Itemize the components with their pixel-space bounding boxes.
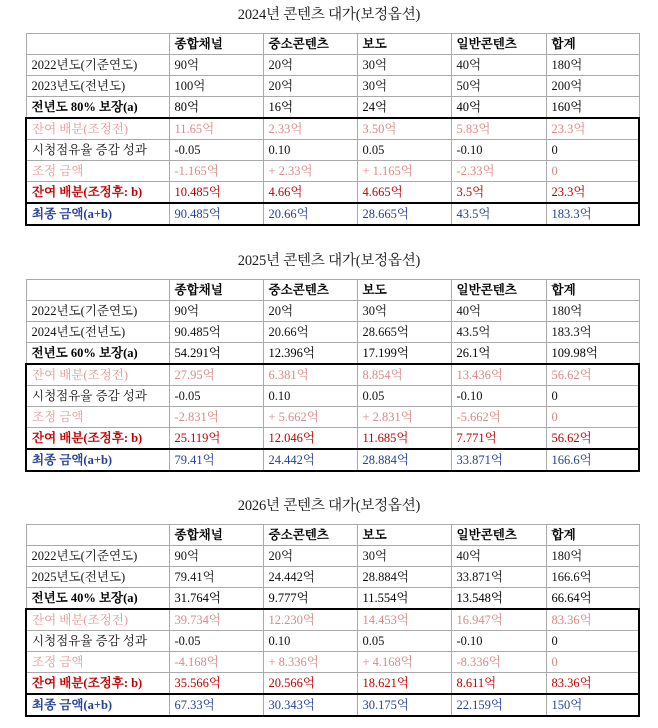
row-value: 17.199억 xyxy=(357,343,451,365)
row-value: 90억 xyxy=(169,55,263,76)
row-value: + 2.33억 xyxy=(263,161,357,182)
row-value: 30억 xyxy=(357,55,451,76)
row-value: 166.6억 xyxy=(546,567,639,588)
row-value: 109.98억 xyxy=(546,343,639,365)
table-row xyxy=(26,588,639,610)
row-value: 20억 xyxy=(263,546,357,567)
row-value: 23.3억 xyxy=(546,182,639,204)
row-value: -5.662억 xyxy=(451,407,546,428)
row-label: 최종 금액(a+b) xyxy=(26,203,169,225)
row-label: 전년도 60% 보장(a) xyxy=(26,343,169,365)
header-cell-label xyxy=(26,34,169,55)
row-value: 14.453억 xyxy=(357,609,451,631)
row-value: 54.291억 xyxy=(169,343,263,365)
row-value: 0.10 xyxy=(263,140,357,161)
row-value: -0.10 xyxy=(451,386,546,407)
row-value: 11.65억 xyxy=(169,118,263,140)
row-value: 20.66억 xyxy=(263,322,357,343)
row-value: 0.05 xyxy=(357,140,451,161)
row-value: -8.336억 xyxy=(451,652,546,673)
row-value: 90.485억 xyxy=(169,203,263,225)
row-label: 2023년도(전년도) xyxy=(26,76,169,97)
row-value: 180억 xyxy=(546,55,639,76)
row-value: 20.66억 xyxy=(263,203,357,225)
table-body xyxy=(26,546,639,717)
row-value: 83.36억 xyxy=(546,609,639,631)
row-value: 4.66억 xyxy=(263,182,357,204)
row-value: 8.611억 xyxy=(451,673,546,695)
table-header xyxy=(26,525,639,546)
row-label: 시청점유율 증감 성과 xyxy=(26,631,169,652)
row-value: 0.05 xyxy=(357,386,451,407)
row-value: 16억 xyxy=(263,97,357,119)
header-cell-5: 합계 xyxy=(546,34,639,55)
header-cell-label xyxy=(26,525,169,546)
row-label: 잔여 배분(조정후: b) xyxy=(26,428,169,450)
row-label: 2024년도(전년도) xyxy=(26,322,169,343)
row-value: 40억 xyxy=(451,55,546,76)
row-label: 2022년도(기준연도) xyxy=(26,546,169,567)
row-value: 0 xyxy=(546,386,639,407)
row-value: 24억 xyxy=(357,97,451,119)
row-label: 잔여 배분(조정후: b) xyxy=(26,673,169,695)
row-label: 최종 금액(a+b) xyxy=(26,449,169,471)
table-row xyxy=(26,609,639,631)
row-value: 16.947억 xyxy=(451,609,546,631)
row-value: 35.566억 xyxy=(169,673,263,695)
header-row xyxy=(26,525,639,546)
row-value: 20.566억 xyxy=(263,673,357,695)
row-value: 2.33억 xyxy=(263,118,357,140)
row-value: 0.05 xyxy=(357,631,451,652)
table-row-total xyxy=(26,694,639,716)
row-value: 40억 xyxy=(451,97,546,119)
row-value: 23.3억 xyxy=(546,118,639,140)
row-value: 28.665억 xyxy=(357,322,451,343)
row-value: 160억 xyxy=(546,97,639,119)
header-cell-2: 중소콘텐츠 xyxy=(263,34,357,55)
row-value: 0 xyxy=(546,140,639,161)
row-value: 30.343억 xyxy=(263,694,357,716)
row-value: 56.62억 xyxy=(546,364,639,386)
row-value: 28.884억 xyxy=(357,567,451,588)
row-value: 0 xyxy=(546,161,639,182)
header-cell-5: 합계 xyxy=(546,525,639,546)
header-cell-2: 중소콘텐츠 xyxy=(263,280,357,301)
table-block-2026 xyxy=(0,497,658,717)
table-row xyxy=(26,161,639,182)
table-row xyxy=(26,546,639,567)
table-title: 2024년 콘텐츠 대가(보정옵션) xyxy=(237,7,421,23)
row-value: 13.548억 xyxy=(451,588,546,610)
header-row xyxy=(26,280,639,301)
header-cell-4: 일반콘텐츠 xyxy=(451,280,546,301)
row-label: 시청점유율 증감 성과 xyxy=(26,386,169,407)
table-row xyxy=(26,407,639,428)
table-row xyxy=(26,140,639,161)
table-row xyxy=(26,55,639,76)
row-value: 3.50억 xyxy=(357,118,451,140)
table-row xyxy=(26,364,639,386)
row-value: 28.665억 xyxy=(357,203,451,225)
row-value: 33.871억 xyxy=(451,567,546,588)
row-value: 150억 xyxy=(546,694,639,716)
row-value: + 4.168억 xyxy=(357,652,451,673)
row-value: + 1.165억 xyxy=(357,161,451,182)
row-value: 24.442억 xyxy=(263,449,357,471)
row-label: 시청점유율 증감 성과 xyxy=(26,140,169,161)
row-value: 24.442억 xyxy=(263,567,357,588)
row-value: 26.1억 xyxy=(451,343,546,365)
row-value: 166.6억 xyxy=(546,449,639,471)
row-value: 13.436억 xyxy=(451,364,546,386)
row-label: 조정 금액 xyxy=(26,161,169,182)
row-value: 8.854억 xyxy=(357,364,451,386)
content-fee-table-2024 xyxy=(25,33,640,226)
row-value: 11.554억 xyxy=(357,588,451,610)
row-value: 200억 xyxy=(546,76,639,97)
row-value: 0.10 xyxy=(263,386,357,407)
content-fee-table-2026 xyxy=(25,524,640,717)
row-label: 잔여 배분(조정전) xyxy=(26,609,169,631)
header-cell-1: 종합채널 xyxy=(169,34,263,55)
row-value: + 5.662억 xyxy=(263,407,357,428)
row-label: 2022년도(기준연도) xyxy=(26,55,169,76)
row-label: 잔여 배분(조정전) xyxy=(26,118,169,140)
table-row xyxy=(26,631,639,652)
table-row xyxy=(26,428,639,450)
row-value: 9.777억 xyxy=(263,588,357,610)
row-value: 66.64억 xyxy=(546,588,639,610)
row-label: 전년도 80% 보장(a) xyxy=(26,97,169,119)
header-cell-1: 종합채널 xyxy=(169,280,263,301)
row-label: 2025년도(전년도) xyxy=(26,567,169,588)
row-value: 90억 xyxy=(169,546,263,567)
table-row xyxy=(26,652,639,673)
row-value: 67.33억 xyxy=(169,694,263,716)
row-value: 0 xyxy=(546,407,639,428)
row-value: 43.5억 xyxy=(451,322,546,343)
table-row xyxy=(26,301,639,322)
row-value: 90억 xyxy=(169,301,263,322)
table-row xyxy=(26,182,639,204)
table-body xyxy=(26,55,639,226)
row-value: 43.5억 xyxy=(451,203,546,225)
row-value: 0.10 xyxy=(263,631,357,652)
header-row xyxy=(26,34,639,55)
row-value: 28.884억 xyxy=(357,449,451,471)
table-row xyxy=(26,97,639,119)
row-value: 79.41억 xyxy=(169,449,263,471)
row-value: 183.3억 xyxy=(546,322,639,343)
row-value: -2.831억 xyxy=(169,407,263,428)
row-value: 20억 xyxy=(263,76,357,97)
row-value: 7.771억 xyxy=(451,428,546,450)
row-value: 10.485억 xyxy=(169,182,263,204)
row-value: 180억 xyxy=(546,546,639,567)
table-block-2025 xyxy=(0,252,658,472)
row-value: 12.396억 xyxy=(263,343,357,365)
row-value: 79.41억 xyxy=(169,567,263,588)
header-cell-4: 일반콘텐츠 xyxy=(451,34,546,55)
table-body xyxy=(26,301,639,472)
row-value: -2.33억 xyxy=(451,161,546,182)
table-row xyxy=(26,118,639,140)
header-cell-3: 보도 xyxy=(357,34,451,55)
row-value: 5.83억 xyxy=(451,118,546,140)
row-value: 18.621억 xyxy=(357,673,451,695)
header-cell-5: 합계 xyxy=(546,280,639,301)
row-value: 25.119억 xyxy=(169,428,263,450)
row-value: 100억 xyxy=(169,76,263,97)
table-title: 2025년 콘텐츠 대가(보정옵션) xyxy=(237,253,421,269)
table-row xyxy=(26,76,639,97)
row-label: 조정 금액 xyxy=(26,652,169,673)
row-value: 20억 xyxy=(263,301,357,322)
row-value: 12.230억 xyxy=(263,609,357,631)
row-value: 30억 xyxy=(357,76,451,97)
row-value: 12.046억 xyxy=(263,428,357,450)
row-value: 6.381억 xyxy=(263,364,357,386)
header-cell-4: 일반콘텐츠 xyxy=(451,525,546,546)
row-label: 전년도 40% 보장(a) xyxy=(26,588,169,610)
row-label: 2022년도(기준연도) xyxy=(26,301,169,322)
table-row xyxy=(26,386,639,407)
row-value: -1.165억 xyxy=(169,161,263,182)
header-cell-label xyxy=(26,280,169,301)
table-row-total xyxy=(26,203,639,225)
row-value: + 8.336억 xyxy=(263,652,357,673)
row-value: -0.05 xyxy=(169,140,263,161)
row-value: 183.3억 xyxy=(546,203,639,225)
row-value: 40억 xyxy=(451,546,546,567)
row-value: -0.05 xyxy=(169,386,263,407)
table-row-total xyxy=(26,449,639,471)
row-value: 20억 xyxy=(263,55,357,76)
table-header xyxy=(26,280,639,301)
header-cell-3: 보도 xyxy=(357,525,451,546)
table-block-2024 xyxy=(0,6,658,226)
row-value: 0 xyxy=(546,652,639,673)
row-value: 31.764억 xyxy=(169,588,263,610)
row-value: -0.05 xyxy=(169,631,263,652)
row-value: 11.685억 xyxy=(357,428,451,450)
row-value: 180억 xyxy=(546,301,639,322)
row-label: 잔여 배분(조정전) xyxy=(26,364,169,386)
row-value: 50억 xyxy=(451,76,546,97)
table-row xyxy=(26,322,639,343)
row-value: -0.10 xyxy=(451,631,546,652)
row-value: + 2.831억 xyxy=(357,407,451,428)
table-row xyxy=(26,673,639,695)
row-value: 80억 xyxy=(169,97,263,119)
row-value: -0.10 xyxy=(451,140,546,161)
table-row xyxy=(26,567,639,588)
row-label: 잔여 배분(조정후: b) xyxy=(26,182,169,204)
row-value: 4.665억 xyxy=(357,182,451,204)
row-value: 0 xyxy=(546,631,639,652)
header-cell-1: 종합채널 xyxy=(169,525,263,546)
row-value: 30.175억 xyxy=(357,694,451,716)
table-row xyxy=(26,343,639,365)
row-value: 90.485억 xyxy=(169,322,263,343)
row-value: 30억 xyxy=(357,301,451,322)
table-title: 2026년 콘텐츠 대가(보정옵션) xyxy=(237,498,421,514)
row-value: 40억 xyxy=(451,301,546,322)
row-value: 3.5억 xyxy=(451,182,546,204)
row-label: 최종 금액(a+b) xyxy=(26,694,169,716)
header-cell-3: 보도 xyxy=(357,280,451,301)
row-value: 56.62억 xyxy=(546,428,639,450)
header-cell-2: 중소콘텐츠 xyxy=(263,525,357,546)
table-header xyxy=(26,34,639,55)
row-value: 22.159억 xyxy=(451,694,546,716)
row-label: 조정 금액 xyxy=(26,407,169,428)
content-fee-table-2025 xyxy=(25,279,640,472)
row-value: 39.734억 xyxy=(169,609,263,631)
row-value: 33.871억 xyxy=(451,449,546,471)
row-value: 27.95억 xyxy=(169,364,263,386)
row-value: 83.36억 xyxy=(546,673,639,695)
row-value: -4.168억 xyxy=(169,652,263,673)
row-value: 30억 xyxy=(357,546,451,567)
